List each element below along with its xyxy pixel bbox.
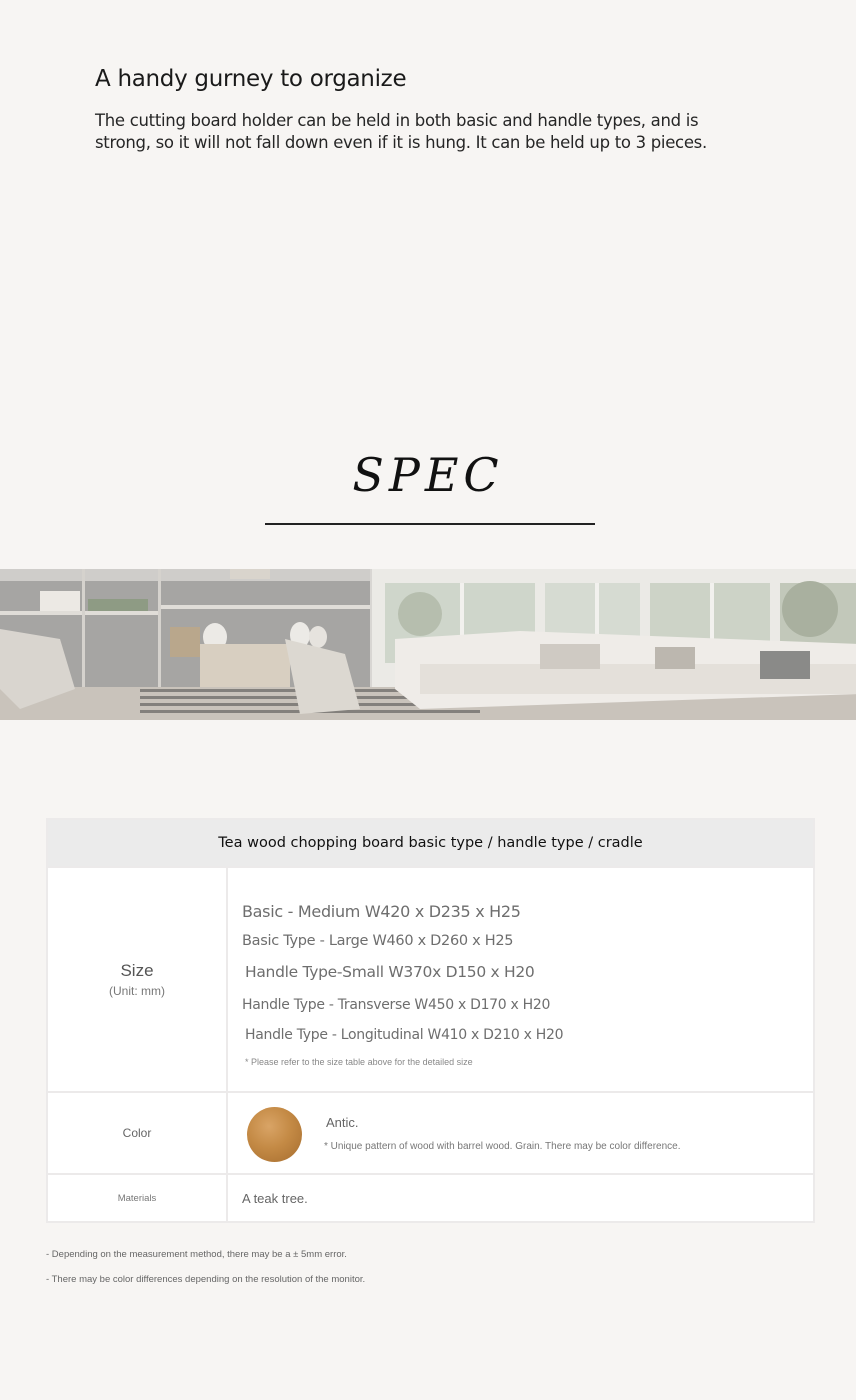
- size-unit: (Unit: mm): [109, 984, 165, 998]
- size-line: Handle Type - Transverse W450 x D170 x H20: [242, 997, 551, 1013]
- intro-heading: A handy gurney to organize: [95, 66, 407, 92]
- wood-color-swatch: [247, 1107, 302, 1162]
- color-name: Antic.: [326, 1115, 359, 1130]
- materials-value: A teak tree.: [227, 1174, 814, 1222]
- color-note: * Unique pattern of wood with barrel wood. Grain. There may be color difference.: [324, 1141, 681, 1152]
- size-value-cell: [227, 867, 814, 1092]
- color-row: [47, 1092, 814, 1174]
- size-note: * Please refer to the size table above for the detailed size: [245, 1057, 473, 1067]
- spec-table-header: Tea wood chopping board basic type / handle type / cradle: [47, 819, 814, 867]
- intro-section: [95, 66, 715, 154]
- intro-body: The cutting board holder can be held in both basic and handle types, and is strong, so it will not fall down even if it is hung. It can be held up to 3 pieces.: [95, 111, 707, 152]
- spec-title: SPEC: [352, 448, 504, 502]
- footnote: - Depending on the measurement method, there may be a ± 5mm error.: [46, 1249, 347, 1260]
- spec-divider: [265, 523, 595, 525]
- size-label: Size: [120, 961, 154, 980]
- size-line: Basic - Medium W420 x D235 x H25: [242, 902, 521, 921]
- size-line: Basic Type - Large W460 x D260 x H25: [242, 933, 514, 949]
- living-room-banner-image: [0, 569, 856, 720]
- size-line: Handle Type - Longitudinal W410 x D210 x H20: [245, 1027, 564, 1043]
- footnotes: [46, 1249, 365, 1299]
- materials-label: Materials: [47, 1174, 227, 1222]
- spec-table: [46, 818, 815, 1223]
- size-row: [47, 867, 814, 1092]
- materials-row: [47, 1174, 814, 1222]
- size-label-cell: [47, 867, 227, 1092]
- color-value-cell: [227, 1092, 814, 1174]
- color-label: Color: [47, 1092, 227, 1174]
- size-line: Handle Type-Small W370x D150 x H20: [245, 963, 535, 981]
- footnote: - There may be color differences depending on the resolution of the monitor.: [46, 1274, 366, 1285]
